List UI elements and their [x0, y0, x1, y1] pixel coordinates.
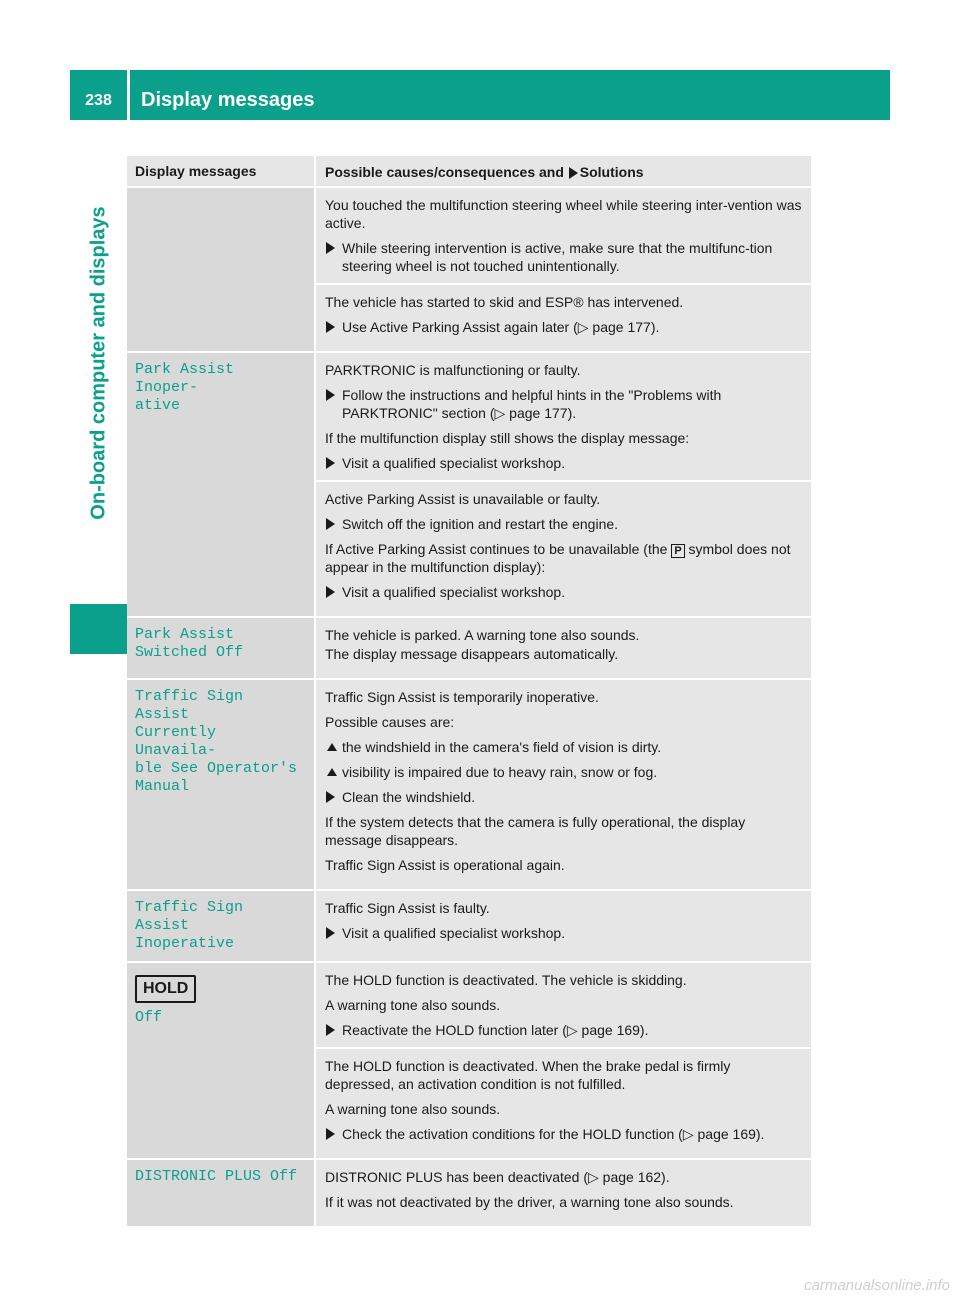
cause-text: Possible causes are: — [325, 714, 455, 730]
display-message-text: Off — [135, 1009, 163, 1026]
display-message-text: Park Assist Switched Off — [135, 626, 244, 661]
causes-cell — [314, 351, 811, 616]
page-title: Display messages — [141, 89, 315, 111]
col-header-causes-label: Possible causes/consequences and — [325, 164, 564, 180]
table-row — [127, 678, 811, 889]
table-row — [127, 616, 811, 678]
cause-text-part: If Active Parking Assist continues to be unavailable (the — [325, 541, 668, 557]
cause-text: The HOLD function is deactivated. The vehicle is skidding. — [325, 972, 687, 988]
message-cell — [127, 1158, 314, 1226]
message-cell — [127, 678, 314, 889]
display-messages-table — [127, 154, 811, 1226]
cause-text: Traffic Sign Assist is operational again. — [325, 857, 565, 873]
page-number: 238 — [85, 92, 112, 109]
message-cell — [127, 961, 314, 1158]
cause-text: A warning tone also sounds. — [325, 1101, 501, 1117]
cause-text-part: symbol does not appear in the multifunction display): — [325, 541, 791, 575]
cause-text: Traffic Sign Assist is faulty. — [325, 900, 490, 916]
display-message-text: Park Assist Inoper‐ ative — [135, 361, 235, 414]
table-row — [127, 186, 811, 351]
cause-block — [316, 1047, 811, 1143]
bullet-item: visibility is impaired due to heavy rain, snow or fog. — [325, 763, 803, 781]
watermark: carmanualsonline.info — [804, 1277, 950, 1294]
cause-text: If the system detects that the camera is fully operational, the display message disappears. — [325, 814, 746, 848]
cause-text: Active Parking Assist is unavailable or faulty. — [325, 491, 601, 507]
display-message-text: DISTRONIC PLUS Off — [135, 1168, 298, 1185]
cause-text: Traffic Sign Assist is temporarily inoperative. — [325, 689, 599, 705]
col-header-messages: Display messages — [127, 154, 314, 186]
message-cell — [127, 616, 314, 678]
message-cell — [127, 186, 314, 351]
side-color-block — [70, 604, 127, 654]
causes-cell — [314, 1158, 811, 1226]
cause-text: PARKTRONIC is malfunctioning or faulty. — [325, 362, 581, 378]
action-step: Clean the windshield. — [325, 788, 803, 806]
parking-symbol-icon: P — [671, 544, 684, 558]
action-step: While steering intervention is active, make sure that the multifunc-tion steering wheel is not touched unintentionally. — [325, 239, 803, 275]
cause-text: A warning tone also sounds. — [325, 997, 501, 1013]
cause-text: The display message disappears automatically. — [325, 646, 619, 662]
cause-text: DISTRONIC PLUS has been deactivated (▷ page 162). — [325, 1169, 670, 1185]
cause-text: If the multifunction display still shows the display message: — [325, 430, 690, 446]
action-step: Check the activation conditions for the HOLD function (▷ page 169). — [325, 1125, 803, 1143]
table-row — [127, 961, 811, 1158]
cause-text: If it was not deactivated by the driver, a warning tone also sounds. — [325, 1194, 734, 1210]
cause-text: The HOLD function is deactivated. When the brake pedal is firmly depressed, an activation condition is not fulfilled. — [325, 1058, 731, 1092]
cause-text: The vehicle has started to skid and ESP® has intervened. — [325, 294, 684, 310]
col-header-solutions-label: Solutions — [579, 164, 644, 180]
causes-cell — [314, 678, 811, 889]
table-row — [127, 351, 811, 616]
action-step: Follow the instructions and helpful hints in the "Problems with PARKTRONIC" section (▷ page 177). — [325, 386, 803, 422]
display-message-text: Traffic Sign Assist Inoperative — [135, 899, 244, 952]
causes-cell — [314, 889, 811, 961]
action-step: Visit a qualified specialist workshop. — [325, 924, 803, 942]
table-row — [127, 889, 811, 961]
side-chapter-text: On-board computer and displays — [87, 206, 109, 520]
header-separator — [127, 70, 130, 120]
hold-icon: HOLD — [135, 975, 196, 1003]
action-step: Use Active Parking Assist again later (▷ page 177). — [325, 318, 803, 336]
cause-text: You touched the multifunction steering wheel while steering inter-vention was active. — [325, 197, 802, 231]
action-arrow-icon — [568, 164, 580, 180]
cause-block — [316, 480, 811, 601]
causes-cell — [314, 961, 811, 1158]
causes-cell — [314, 616, 811, 678]
action-step: Reactivate the HOLD function later (▷ page 169). — [325, 1021, 803, 1039]
action-step: Switch off the ignition and restart the engine. — [325, 515, 803, 533]
cause-text: The vehicle is parked. A warning tone also sounds. — [325, 627, 640, 643]
message-cell — [127, 351, 314, 616]
action-step: Visit a qualified specialist workshop. — [325, 583, 803, 601]
table-header-row — [127, 154, 811, 186]
side-chapter-label — [70, 123, 127, 603]
causes-cell — [314, 186, 811, 351]
col-header-causes — [314, 154, 811, 186]
table-row — [127, 1158, 811, 1226]
message-cell — [127, 889, 314, 961]
bullet-item: the windshield in the camera's field of vision is dirty. — [325, 738, 803, 756]
cause-block — [316, 283, 811, 336]
cause-text — [325, 540, 803, 576]
display-message-text: Traffic Sign Assist Currently Unavaila‐ ble See Operator's Manual — [135, 688, 298, 795]
action-step: Visit a qualified specialist workshop. — [325, 454, 803, 472]
